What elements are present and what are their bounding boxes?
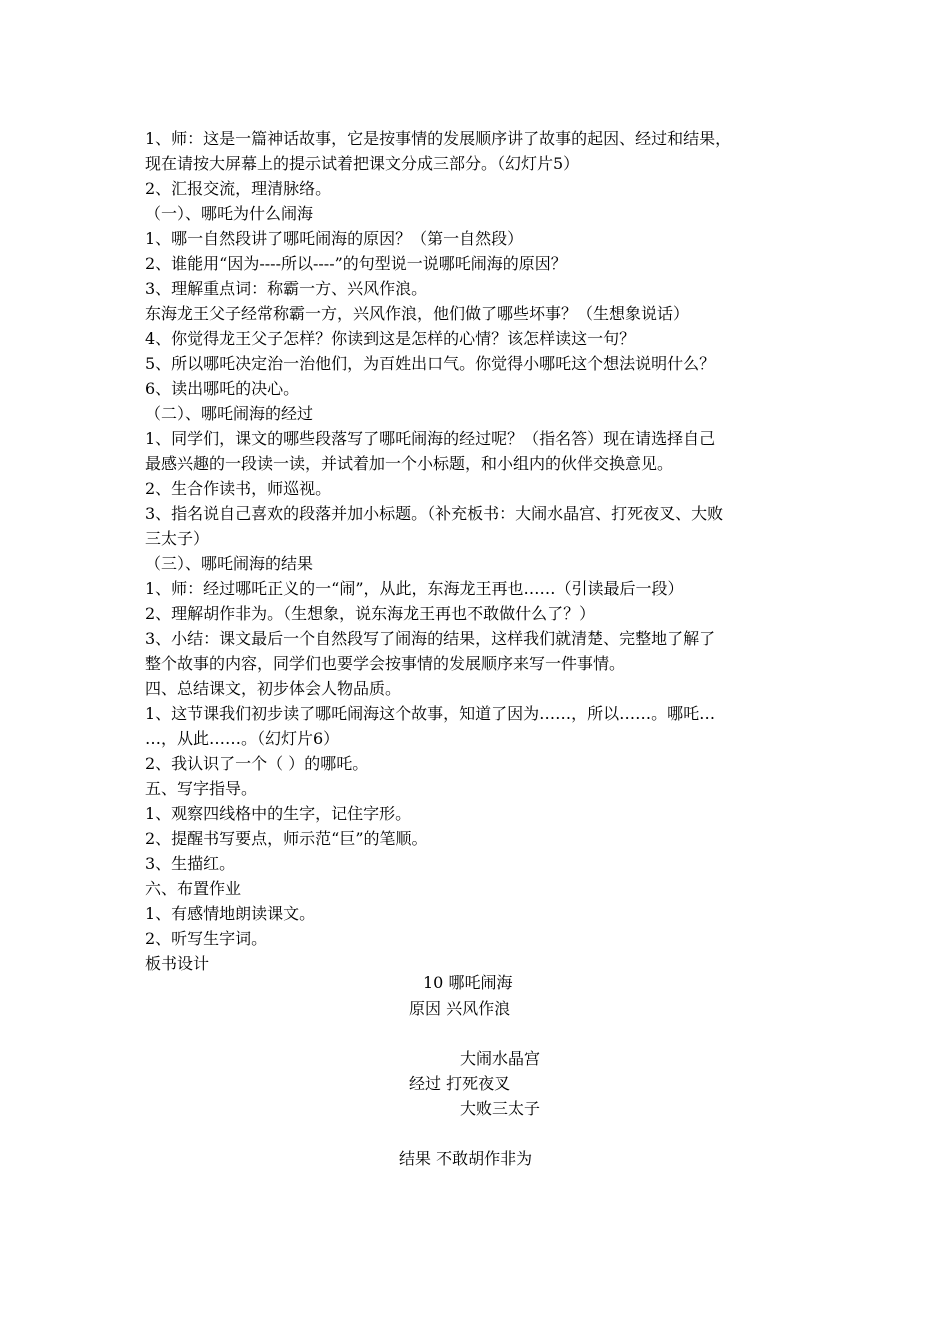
board-process-item: 大闹水晶宫 xyxy=(460,1049,541,1068)
board-process-item: 大败三太子 xyxy=(460,1099,541,1118)
text-line: 4、你觉得龙王父子怎样？你读到这是怎样的心情？该怎样读这一句？ xyxy=(145,329,636,348)
text-line: 6、读出哪吒的决心。 xyxy=(145,379,300,398)
section-heading: 五、写字指导。 xyxy=(145,779,258,798)
section-heading: （二）、哪吒闹海的经过 xyxy=(145,404,314,423)
text-line: …，从此……。（幻灯片6） xyxy=(145,729,340,748)
text-line: 3、理解重点词：称霸一方、兴风作浪。 xyxy=(145,279,428,298)
text-line: 整个故事的内容，同学们也要学会按事情的发展顺序来写一件事情。 xyxy=(145,654,626,673)
text-line: 2、听写生字词。 xyxy=(145,929,268,948)
text-line: 2、汇报交流，理清脉络。 xyxy=(145,179,332,198)
board-title: 10 哪吒闹海 xyxy=(423,973,513,992)
text-line: 5、所以哪吒决定治一治他们，为百姓出口气。你觉得小哪吒这个想法说明什么？ xyxy=(145,354,716,373)
text-line: 最感兴趣的一段读一读，并试着加一个小标题，和小组内的伙伴交换意见。 xyxy=(145,454,674,473)
section-heading: （一）、哪吒为什么闹海 xyxy=(145,204,314,223)
text-line: 1、师：这是一篇神话故事，它是按事情的发展顺序讲了故事的起因、经过和结果， xyxy=(145,129,732,148)
lesson-plan-text xyxy=(145,126,813,976)
section-heading: 六、布置作业 xyxy=(145,879,242,898)
text-line: 2、我认识了一个（ ）的哪吒。 xyxy=(145,754,369,773)
text-line: 2、理解胡作非为。（生想象，说东海龙王再也不敢做什么了？） xyxy=(145,604,596,623)
text-line: 现在请按大屏幕上的提示试着把课文分成三部分。（幻灯片5） xyxy=(145,154,580,173)
text-line: 东海龙王父子经常称霸一方，兴风作浪，他们做了哪些坏事？（生想象说话） xyxy=(145,304,690,323)
text-line: 1、这节课我们初步读了哪吒闹海这个故事，知道了因为……，所以……。哪吒… xyxy=(145,704,716,723)
text-line: 3、小结：课文最后一个自然段写了闹海的结果，这样我们就清楚、完整地了解了 xyxy=(145,629,716,648)
section-heading: 四、总结课文，初步体会人物品质。 xyxy=(145,679,402,698)
section-heading: 板书设计 xyxy=(145,954,210,973)
text-line: 1、师：经过哪吒正义的一“闹”，从此，东海龙王再也……（引读最后一段） xyxy=(145,579,684,598)
text-line: 1、哪一自然段讲了哪吒闹海的原因？（第一自然段） xyxy=(145,229,524,248)
text-line: 1、同学们，课文的哪些段落写了哪吒闹海的经过呢？（指名答）现在请选择自己 xyxy=(145,429,716,448)
text-line: 1、观察四线格中的生字，记住字形。 xyxy=(145,804,412,823)
section-heading: （三）、哪吒闹海的结果 xyxy=(145,554,314,573)
text-line: 2、提醒书写要点，师示范“巨”的笔顺。 xyxy=(145,829,428,848)
text-line: 1、有感情地朗读课文。 xyxy=(145,904,316,923)
text-line: 三太子） xyxy=(145,529,210,548)
board-cause: 原因 兴风作浪 xyxy=(409,999,511,1018)
text-line: 2、生合作读书，师巡视。 xyxy=(145,479,332,498)
text-line: 2、谁能用“因为----所以----”的句型说一说哪吒闹海的原因？ xyxy=(145,254,567,273)
board-process: 经过 打死夜叉 xyxy=(409,1074,511,1093)
text-line: 3、指名说自己喜欢的段落并加小标题。（补充板书：大闹水晶宫、打死夜叉、大败 xyxy=(145,504,724,523)
board-result: 结果 不敢胡作非为 xyxy=(399,1149,533,1168)
text-line: 3、生描红。 xyxy=(145,854,236,873)
